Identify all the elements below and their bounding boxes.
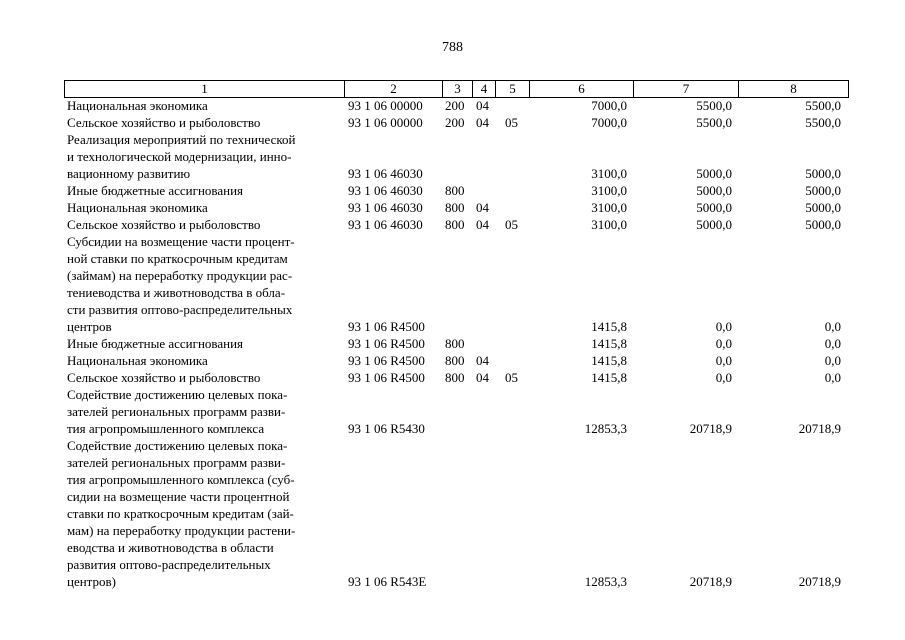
value-col8: 5500,0	[805, 115, 841, 130]
description-line: Национальная экономика	[67, 98, 208, 113]
column-header-7: 7	[634, 81, 739, 97]
table-row	[0, 352, 905, 369]
col4-cell: 04	[476, 200, 489, 215]
description-line: вационному развитию	[67, 166, 191, 181]
description-line: Иные бюджетные ассигнования	[67, 183, 244, 198]
description-line: тия агропромышленного комплекса	[67, 421, 265, 436]
value-col8: 5000,0	[805, 166, 841, 181]
code-cell: 93 1 06 46030	[348, 183, 423, 198]
description-line: Реализация мероприятий по технической	[67, 132, 296, 147]
description-line: Субсидии на возмещение части процент-	[67, 234, 295, 249]
col3-cell: 200	[445, 98, 465, 113]
value-col8: 0,0	[824, 353, 841, 368]
value-col7: 0,0	[715, 319, 732, 334]
table-row	[0, 216, 905, 233]
col4-cell: 04	[476, 370, 489, 385]
row-description	[67, 199, 336, 216]
col3-cell: 800	[445, 336, 465, 351]
table-row	[0, 131, 905, 182]
description-line: центров)	[67, 574, 116, 589]
code-cell: 93 1 06 R5430	[348, 421, 425, 436]
col4-cell: 04	[476, 217, 489, 232]
code-cell: 93 1 06 R4500	[348, 353, 425, 368]
description-line: Иные бюджетные ассигнования	[67, 336, 244, 351]
value-col8: 5500,0	[805, 98, 841, 113]
col3-cell: 800	[445, 370, 465, 385]
value-col8: 0,0	[824, 319, 841, 334]
code-cell: 93 1 06 00000	[348, 115, 423, 130]
table-row	[0, 97, 905, 114]
description-line: Национальная экономика	[67, 353, 208, 368]
description-line: сидии на возмещение части процентной	[67, 489, 290, 504]
col4-cell: 04	[476, 353, 489, 368]
value-col6: 1415,8	[591, 353, 627, 368]
description-line: тениеводства и животноводства в обла-	[67, 285, 286, 300]
value-col7: 5000,0	[696, 217, 732, 232]
description-line: еводства и животноводства в области	[67, 540, 274, 555]
col5-cell: 05	[505, 115, 518, 130]
value-col6: 1415,8	[591, 370, 627, 385]
code-cell: 93 1 06 R4500	[348, 370, 425, 385]
description-line: Сельское хозяйство и рыболовство	[67, 217, 261, 232]
value-col8: 5000,0	[805, 200, 841, 215]
column-header-8: 8	[790, 81, 797, 96]
table-row	[0, 437, 905, 590]
code-cell: 93 1 06 46030	[348, 166, 423, 181]
row-description	[67, 386, 336, 437]
value-col6: 12853,3	[584, 421, 627, 436]
column-header-2: 2	[345, 81, 443, 97]
table-row	[0, 335, 905, 352]
description-line: зателей региональных программ разви-	[67, 404, 286, 419]
column-header-5: 5	[496, 81, 530, 97]
column-header-3: 3	[443, 81, 473, 97]
description-line: развития оптово-распределительных	[67, 557, 271, 572]
col3-cell: 800	[445, 217, 465, 232]
page-number: 788	[442, 40, 463, 55]
value-col8: 5000,0	[805, 217, 841, 232]
value-col7: 5000,0	[696, 183, 732, 198]
value-col7: 20718,9	[689, 574, 732, 589]
column-header-1: 1	[65, 81, 345, 97]
table-row	[0, 182, 905, 199]
col5-cell: 05	[505, 217, 518, 232]
description-line: Сельское хозяйство и рыболовство	[67, 115, 261, 130]
value-col6: 3100,0	[591, 183, 627, 198]
table-row	[0, 233, 905, 335]
value-col8: 20718,9	[798, 574, 841, 589]
code-cell: 93 1 06 46030	[348, 217, 423, 232]
description-line: сти развития оптово-распределительных	[67, 302, 293, 317]
col5-cell: 05	[505, 370, 518, 385]
table-row	[0, 369, 905, 386]
value-col6: 1415,8	[591, 336, 627, 351]
row-description	[67, 233, 336, 335]
row-description	[67, 114, 336, 131]
code-cell: 93 1 06 00000	[348, 98, 423, 113]
value-col6: 7000,0	[591, 98, 627, 113]
col3-cell: 800	[445, 183, 465, 198]
value-col7: 5000,0	[696, 200, 732, 215]
col3-cell: 800	[445, 200, 465, 215]
table-row	[0, 386, 905, 437]
value-col7: 5000,0	[696, 166, 732, 181]
value-col7: 0,0	[715, 336, 732, 351]
description-line: Сельское хозяйство и рыболовство	[67, 370, 261, 385]
table-row	[0, 114, 905, 131]
code-cell: 93 1 06 R543E	[348, 574, 427, 589]
description-line: ной ставки по краткосрочным кредитам	[67, 251, 288, 266]
value-col8: 20718,9	[798, 421, 841, 436]
description-line: и технологической модернизации, инно-	[67, 149, 292, 164]
row-description	[67, 369, 336, 386]
col4-cell: 04	[476, 115, 489, 130]
value-col7: 20718,9	[689, 421, 732, 436]
value-col8: 5000,0	[805, 183, 841, 198]
code-cell: 93 1 06 46030	[348, 200, 423, 215]
value-col6: 3100,0	[591, 200, 627, 215]
description-line: мам) на переработку продукции растени-	[67, 523, 296, 538]
value-col6: 1415,8	[591, 319, 627, 334]
col3-cell: 800	[445, 353, 465, 368]
value-col6: 12853,3	[584, 574, 627, 589]
row-description	[67, 97, 336, 114]
value-col7: 0,0	[715, 353, 732, 368]
value-col8: 0,0	[824, 370, 841, 385]
table-body	[0, 97, 905, 590]
value-col6: 3100,0	[591, 166, 627, 181]
row-description	[67, 437, 336, 590]
value-col6: 3100,0	[591, 217, 627, 232]
description-line: центров	[67, 319, 112, 334]
code-cell: 93 1 06 R4500	[348, 319, 425, 334]
row-description	[67, 131, 336, 182]
column-header-4: 4	[473, 81, 496, 97]
description-line: (займам) на переработку продукции рас-	[67, 268, 293, 283]
row-description	[67, 352, 336, 369]
description-line: тия агропромышленного комплекса (суб-	[67, 472, 295, 487]
code-cell: 93 1 06 R4500	[348, 336, 425, 351]
description-line: Содействие достижению целевых пока-	[67, 387, 288, 402]
table-row	[0, 199, 905, 216]
description-line: Содействие достижению целевых пока-	[67, 438, 288, 453]
value-col7: 5500,0	[696, 98, 732, 113]
col3-cell: 200	[445, 115, 465, 130]
table-header-row	[64, 80, 849, 98]
description-line: зателей региональных программ разви-	[67, 455, 286, 470]
value-col8: 0,0	[824, 336, 841, 351]
col4-cell: 04	[476, 98, 489, 113]
row-description	[67, 182, 336, 199]
value-col7: 0,0	[715, 370, 732, 385]
value-col7: 5500,0	[696, 115, 732, 130]
description-line: ставки по краткосрочным кредитам (зай-	[67, 506, 294, 521]
row-description	[67, 335, 336, 352]
description-line: Национальная экономика	[67, 200, 208, 215]
value-col6: 7000,0	[591, 115, 627, 130]
column-header-6: 6	[530, 81, 634, 97]
row-description	[67, 216, 336, 233]
